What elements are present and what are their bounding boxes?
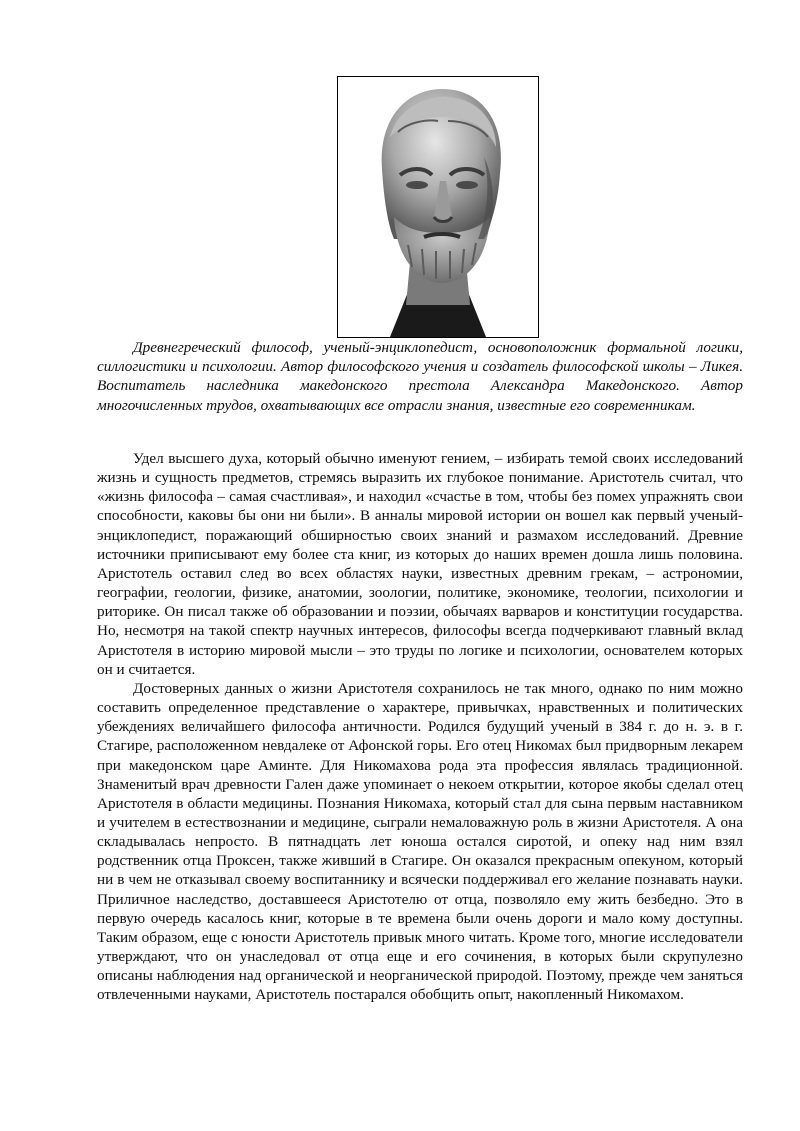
paragraph: Удел высшего духа, который обычно именуют гением, – избирать темой своих исследований жизнь и сущность предметов, стремясь выразить их глубокое понимание. Аристотель считал, что «жизнь философа – самая счастливая», и находил «счастье в том, чтобы без помех упражнять свои способности, каковы бы они ни были». В анналы мировой истории он вошел как первый ученый-энциклопедист, поражающий обширностью своих знаний и размахом исследований. Древние источники приписывают ему более ста книг, из которых до наших времен дошла лишь половина. Аристотель оставил след во всех областях науки, известных древним грекам, – астрономии, географии, геологии, физике, анатомии, зоологии, политике, экономике, теологии, психологии и риторике. Он писал также об образовании и поэзии, обычаях варваров и конституции государства. Но, несмотря на такой спектр научных интересов, философы всегда подчеркивают главный вклад Аристотеля в историю мировой мысли – это труды по логике и психологии, основателем которых он и считается.: [97, 450, 743, 678]
portrait-photo: [337, 76, 539, 338]
article-body: [97, 449, 743, 1005]
paragraph: Достоверных данных о жизни Аристотеля сохранилось не так много, однако по ним можно составить определенное представление о характере, привычках, нравственных и политических убеждениях величайшего философа античности. Родился будущий ученый в 384 г. до н. э. в г. Стагире, расположенном невдалеке от Афонской горы. Его отец Никомах был придворным лекарем при македонском царе Аминте. Для Никомахова рода эта профессия являлась традиционной. Знаменитый врач древности Гален даже упоминает о некоем открытии, которое якобы сделал отец Аристотеля в области медицины. Познания Никомаха, который стал для сына первым наставником и учителем в естествознании и медицине, сыграли немаловажную роль в жизни Аристотеля. А она складывалась непросто. В пятнадцать лет юноша остался сиротой, и опеку над ним взял родственник отца Проксен, также живший в Стагире. Он оказался прекрасным опекуном, который ни в чем не отказывал своему воспитаннику и всячески поддерживал его желание познавать науки. Приличное наследство, доставшееся Аристотелю от отца, позволяло ему жить безбедно. Это в первую очередь касалось книг, которые в те времена были очень дороги и мало кому доступны. Таким образом, еще с юности Аристотель привык много читать. Кроме того, многие исследователи утверждают, что он унаследовал от отца еще и его сочинения, в которых были скрупулезно описаны наблюдения над органической и неорганической природой. Поэтому, прежде чем заняться отвлеченными науками, Аристотель постарался обобщить опыт, накопленный Никомахом.: [97, 679, 743, 1004]
portrait-caption: [97, 338, 743, 415]
caption-text: Древнегреческий философ, ученый-энциклопедист, основоположник формальной логики, силлогистики и психологии. Автор философского учения и создатель философской школы – Ликея. Воспитатель наследника македонского престола Александра Македонского. Автор многочисленных трудов, охватывающих все отрасли знания, известные его современникам.: [97, 339, 743, 414]
